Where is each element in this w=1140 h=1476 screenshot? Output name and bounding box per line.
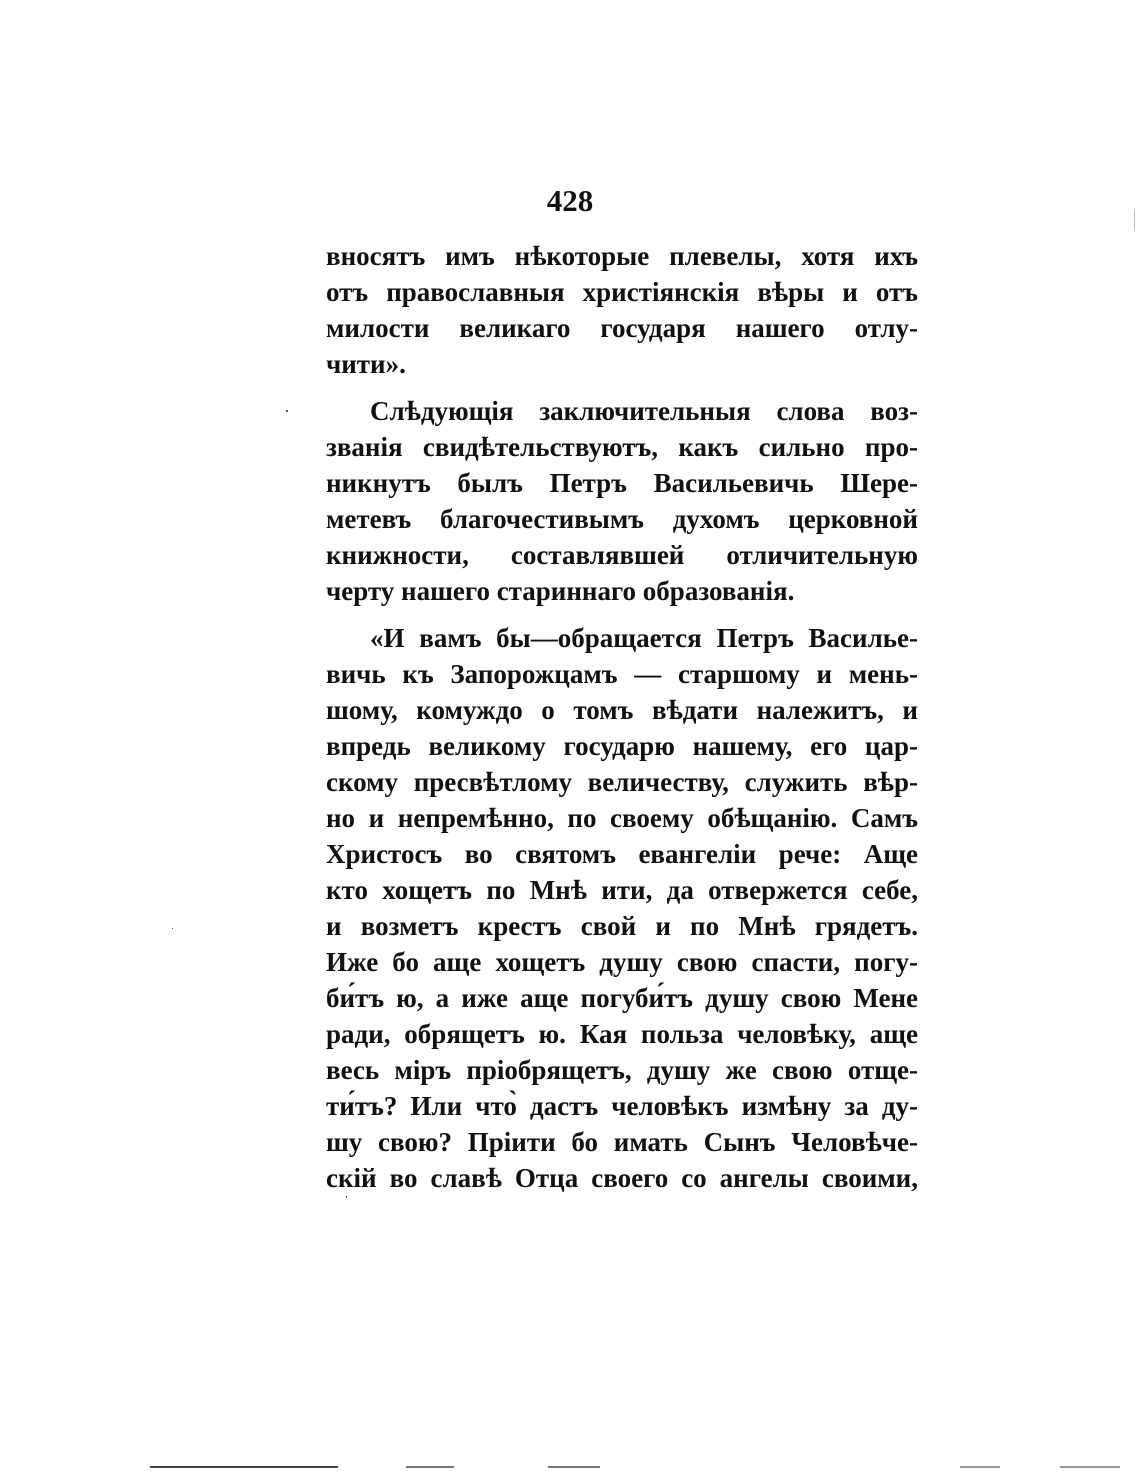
paragraph-2 [326, 393, 918, 609]
scan-speck [172, 928, 173, 929]
text-line: метевъ благочестивымъ духомъ церковной [326, 504, 918, 534]
scan-speck [286, 410, 288, 412]
scan-rule [1060, 1466, 1120, 1468]
scan-rule [150, 1466, 338, 1468]
page-number: 428 [546, 183, 594, 218]
text-line: но и непремѣнно, по своему обѣщанію. Самъ [326, 803, 918, 833]
text-line: Иже бо аще хощетъ душу свою спасти, погу- [326, 947, 918, 977]
text-line: никнутъ былъ Петръ Васильевичь Шере- [326, 468, 918, 498]
text-line: шому, комуждо о томъ вѣдати належитъ, и [326, 695, 918, 725]
text-line: Слѣдующія заключительныя слова воз- [370, 396, 918, 426]
text-line: скій во славѣ Отца своего со ангелы своими, [326, 1163, 918, 1193]
text-line: отъ православныя христіянскія вѣры и отъ [326, 277, 918, 307]
text-line: ради, обрящетъ ю. Кая польза человѣку, аще [326, 1019, 918, 1049]
paragraph-3 [326, 620, 918, 1196]
scan-speck [346, 1196, 347, 1198]
text-line: шу свою? Пріити бо имать Сынъ Человѣче- [326, 1127, 918, 1157]
text-line: «И вамъ бы—обращается Петръ Василье- [370, 623, 918, 653]
text-line: вносятъ имъ нѣкоторые плевелы, хотя ихъ [326, 241, 918, 271]
text-line: милости великаго государя нашего отлу- [326, 313, 918, 343]
text-line: ти́тъ? Или что̀ дастъ человѣкъ измѣну за ду- [326, 1091, 918, 1121]
text-line: впредь великому государю нашему, его цар- [326, 731, 918, 761]
text-line: и возметъ крестъ свой и по Мнѣ грядетъ. [326, 911, 918, 941]
scan-rule [406, 1466, 454, 1468]
text-line: скому пресвѣтлому величеству, служить вѣр- [326, 767, 918, 797]
scan-speck [1134, 210, 1135, 230]
text-line: черту нашего стариннаго образованія. [326, 576, 795, 606]
text-line: чити». [326, 349, 406, 379]
paragraph-1 [326, 238, 918, 382]
text-line: званія свидѣтельствуютъ, какъ сильно про- [326, 432, 918, 462]
scan-rule [960, 1466, 1000, 1468]
scan-rule [548, 1466, 600, 1468]
text-line: би́тъ ю, а иже аще погуби́тъ душу свою Мене [326, 983, 918, 1013]
text-line: книжности, составлявшей отличительную [326, 540, 918, 570]
body-text [326, 238, 918, 1207]
text-line: кто хощетъ по Мнѣ ити, да отвержется себе, [326, 875, 918, 905]
text-line: Христосъ во святомъ евангеліи рече: Аще [326, 839, 918, 869]
text-line: вичь къ Запорожцамъ — старшому и мень- [326, 659, 918, 689]
text-line: весь міръ пріобрящетъ, душу же свою отще- [326, 1055, 918, 1085]
